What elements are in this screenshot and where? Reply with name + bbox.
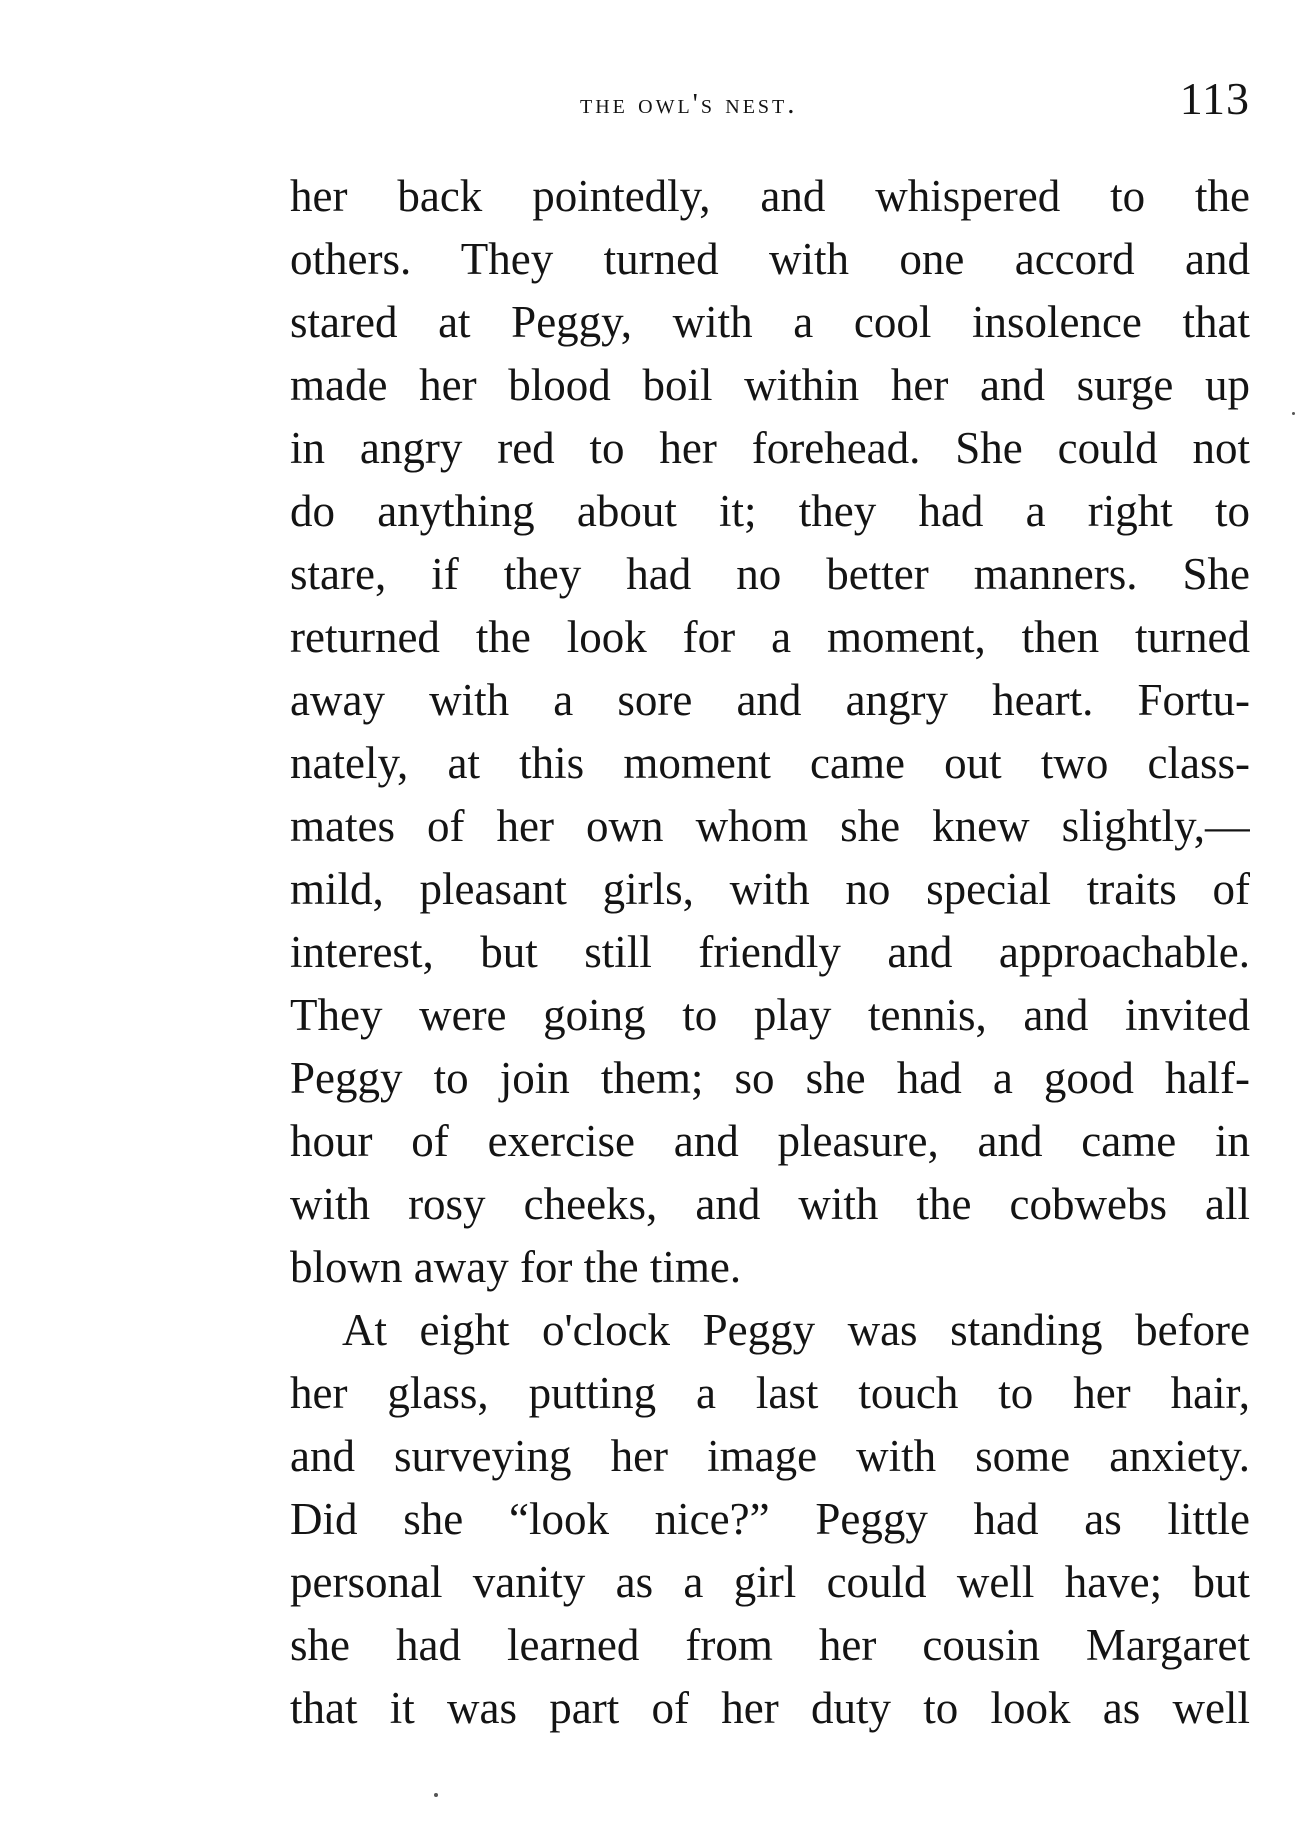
text-line: do anything about it; they had a right to — [290, 486, 1250, 536]
text-line: with rosy cheeks, and with the cobwebs all — [290, 1179, 1250, 1229]
text-line: mild, pleasant girls, with no special traits of — [290, 864, 1250, 914]
text-line: hour of exercise and pleasure, and came in — [290, 1116, 1250, 1166]
text-line: blown away for the time. — [290, 1242, 742, 1292]
text-line: her back pointedly, and whispered to the — [290, 171, 1250, 221]
running-title: the owl's nest. — [580, 88, 798, 120]
text-line: personal vanity as a girl could well have; but — [290, 1557, 1250, 1607]
text-line: others. They turned with one accord and — [290, 234, 1250, 284]
print-speck — [434, 1793, 438, 1797]
text-line: that it was part of her duty to look as well — [290, 1683, 1250, 1733]
text-line: interest, but still friendly and approachable. — [290, 927, 1250, 977]
text-line: her glass, putting a last touch to her hair, — [290, 1368, 1250, 1418]
text-line: she had learned from her cousin Margaret — [290, 1620, 1250, 1670]
text-line: returned the look for a moment, then turned — [290, 612, 1250, 662]
text-line: stared at Peggy, with a cool insolence that — [290, 297, 1250, 347]
text-line: away with a sore and angry heart. Fortu- — [290, 675, 1250, 725]
text-line: mates of her own whom she knew slightly,— — [290, 801, 1250, 851]
page-number: 113 — [1179, 73, 1250, 124]
print-speck — [1292, 412, 1295, 415]
text-line: At eight o'clock Peggy was standing before — [342, 1305, 1250, 1355]
running-head — [290, 72, 1250, 132]
text-line: nately, at this moment came out two class- — [290, 738, 1250, 788]
text-line: Did she “look nice?” Peggy had as little — [290, 1494, 1250, 1544]
text-line: in angry red to her forehead. She could not — [290, 423, 1250, 473]
text-line: They were going to play tennis, and invited — [290, 990, 1250, 1040]
text-line: made her blood boil within her and surge up — [290, 360, 1250, 410]
text-line: Peggy to join them; so she had a good half- — [290, 1053, 1250, 1103]
body-text — [290, 165, 1250, 1740]
text-line: and surveying her image with some anxiety. — [290, 1431, 1250, 1481]
text-line: stare, if they had no better manners. She — [290, 549, 1250, 599]
